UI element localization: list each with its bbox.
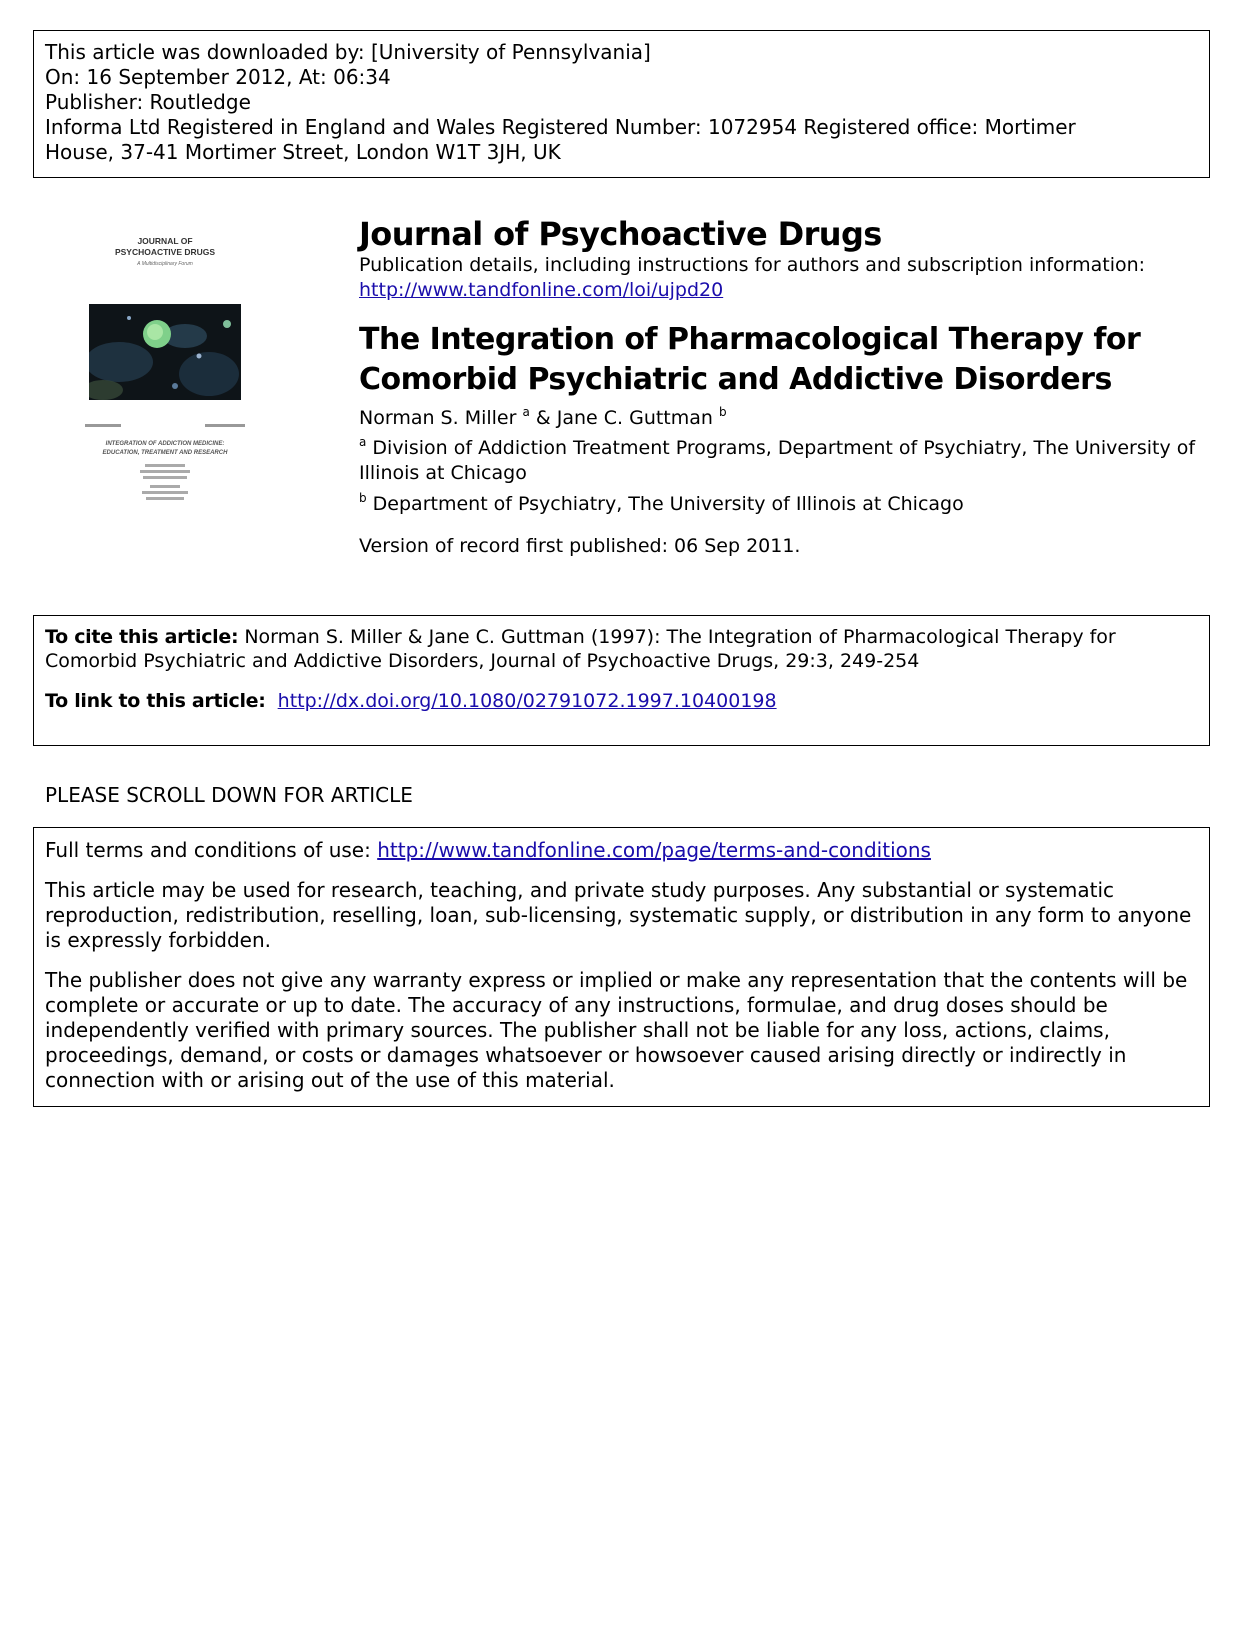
article-link-line [45, 689, 1198, 713]
terms-link-line [45, 838, 1198, 863]
registration-line-2: House, 37-41 Mortimer Street, London W1T 3JH, UK [45, 140, 561, 164]
journal-url-link[interactable]: http://www.tandfonline.com/loi/ujpd20 [359, 279, 724, 301]
article-title-line-1: The Integration of Pharmacological Therapy for [359, 322, 1141, 357]
registration-line-1: Informa Ltd Registered in England and Wales Registered Number: 1072954 Registered office: Mortimer [45, 115, 1076, 139]
authors-line [359, 406, 1219, 430]
terms-box [33, 827, 1210, 1107]
terms-paragraph-1: This article may be used for research, teaching, and private study purposes. Any substantial or systematic reproduction, redistribution, reselling, loan, sub-licensing, systematic supply, or distribution in any form to anyone is expressly forbidden. [45, 878, 1192, 952]
download-date-line: On: 16 September 2012, At: 06:34 [45, 65, 391, 89]
affiliation-a [359, 436, 1219, 486]
affiliation-a-marker: a [359, 435, 367, 449]
affiliation-b-marker: b [359, 491, 367, 505]
cover-title-line-2: PSYCHOACTIVE DRUGS [114, 247, 216, 257]
cover-theme-line-1: INTEGRATION OF ADDICTION MEDICINE: [105, 441, 225, 447]
author-2-affiliation-marker: b [719, 405, 727, 419]
doi-link[interactable]: http://dx.doi.org/10.1080/02791072.1997.10400198 [277, 690, 777, 712]
affiliation-b [359, 492, 1219, 516]
terms-link[interactable]: http://www.tandfonline.com/page/terms-and-conditions [377, 838, 931, 862]
download-info-box [33, 30, 1210, 178]
terms-label: Full terms and conditions of use: [45, 838, 371, 862]
affiliation-a-text: Division of Addiction Treatment Programs, Department of Psychiatry, The University of Illinois at Chicago [359, 437, 1196, 484]
version-of-record: Version of record first published: 06 Sep 2011. [359, 535, 801, 557]
cover-micrograph-graphic [89, 304, 241, 400]
publication-details: Publication details, including instructions for authors and subscription information: [359, 254, 1146, 276]
cover-image [89, 304, 241, 400]
terms-paragraph-2: The publisher does not give any warranty express or implied or make any representation that the contents will be complete or accurate or up to date. The accuracy of any instructions, formulae, and drug doses should be independently verified with primary sources. The publisher shall not be liable for any loss, actions, claims, proceedings, demand, or costs or damages whatsoever or howsoever caused arising directly or indirectly in connection with or arising out of the use of this material. [45, 968, 1188, 1092]
cite-label: To cite this article: [45, 626, 239, 648]
author-1-affiliation-marker: a [522, 405, 530, 419]
cite-paragraph [45, 625, 1198, 673]
cover-theme-line-2: EDUCATION, TREATMENT AND RESEARCH [102, 450, 228, 456]
article-link-label: To link to this article: [45, 690, 266, 712]
article-title-line-2: Comorbid Psychiatric and Addictive Disorders [359, 362, 1112, 397]
author-2: & Jane C. Guttman [535, 407, 713, 429]
journal-url-line [359, 278, 1219, 302]
journal-cover-thumbnail [85, 236, 245, 506]
cover-theme [85, 440, 245, 458]
cover-editors-block [85, 464, 245, 500]
cover-title-line-1: JOURNAL OF [137, 236, 193, 246]
publisher-line: Publisher: Routledge [45, 90, 251, 114]
cover-volume-row [85, 424, 245, 427]
downloaded-by-line: This article was downloaded by: [University of Pennsylvania] [45, 40, 651, 64]
cite-text: Norman S. Miller & Jane C. Guttman (1997): The Integration of Pharmacological Therapy for Comorbid Psychiatric and Addictive Disorders, Journal of Psychoactive Drugs, 29:3, 249-254 [45, 626, 1116, 672]
affiliation-b-text: Department of Psychiatry, The University of Illinois at Chicago [372, 493, 964, 515]
scroll-notice: PLEASE SCROLL DOWN FOR ARTICLE [45, 783, 413, 807]
cover-title [85, 236, 245, 258]
journal-title: Journal of Psychoactive Drugs [359, 215, 882, 253]
citation-box [33, 615, 1210, 746]
cover-subtitle: A Multidisciplinary Forum [137, 261, 193, 267]
article-title [359, 320, 1219, 400]
author-1: Norman S. Miller [359, 407, 517, 429]
